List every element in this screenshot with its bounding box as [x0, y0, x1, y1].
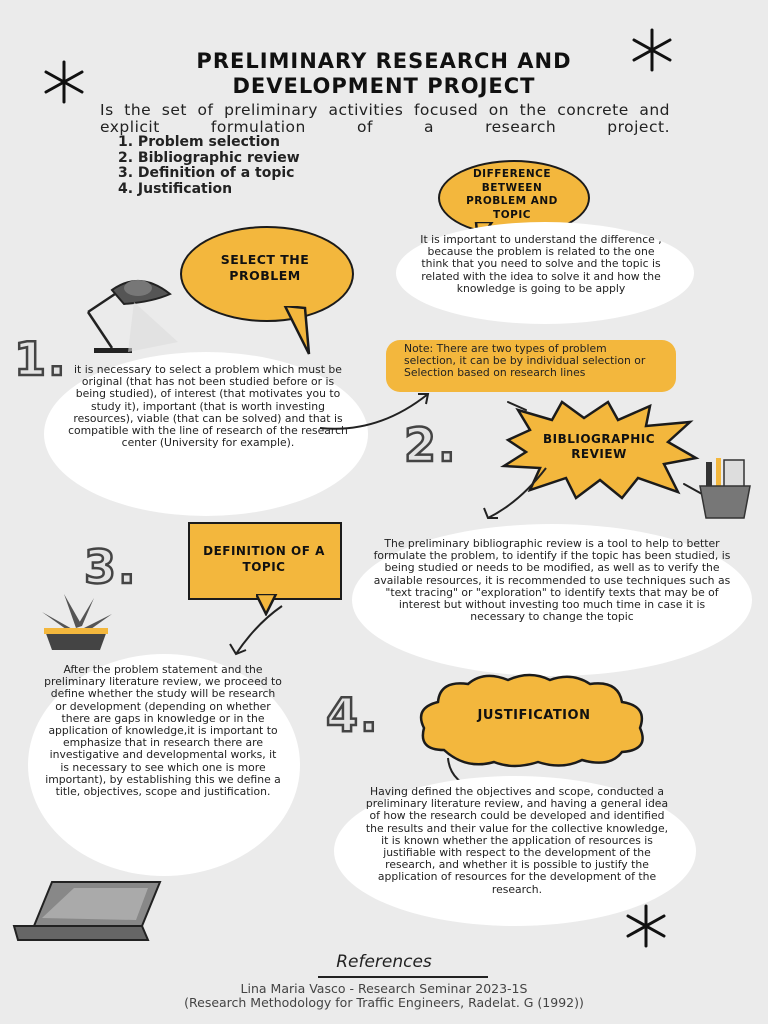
number-4: 4. [326, 688, 380, 742]
plant-icon [36, 588, 116, 656]
note-text: Note: There are two types of problem selection, it can be by individual selection or Selection based on research lines [404, 342, 646, 380]
number-1: 1. [14, 332, 68, 386]
step-item: 3. Definition of a topic [118, 165, 295, 181]
number-3: 3. [84, 540, 138, 594]
step-item: 2. Bibliographic review [118, 149, 300, 166]
difference-heading: DIFFERENCE BETWEEN PROBLEM AND TOPIC [466, 168, 558, 221]
definition-heading: DEFINITION OF A TOPIC [203, 544, 325, 574]
steps-list [118, 135, 300, 197]
pencil-cup-icon [696, 456, 754, 520]
references-text [0, 982, 768, 1010]
reference-line-1: Lina Maria Vasco - Research Seminar 2023-1S [240, 981, 528, 996]
bibliographic-text: The preliminary bibliographic review is a tool to help to better formulate the problem, to identify if the topic has been studied, is being studied or needs to be modified, as well as to verify the available resources, it is recommended to use techniques such as "text tracing" or "exploration" to identify texts that may be of interest but without investing too much time in case it is necessary to change the topic [373, 537, 731, 624]
laptop-icon [12, 880, 162, 942]
lamp-icon [68, 272, 186, 354]
references-underline [318, 976, 488, 978]
justification-heading: JUSTIFICATION [477, 708, 591, 723]
page-title [0, 49, 768, 99]
bibliographic-heading: BIBLIOGRAPHIC REVIEW [542, 432, 656, 461]
difference-text: It is important to understand the difference , because the problem is related to the one think that you need to solve and the topic is related with the idea to solve it and how the knowledge is going to be apply [420, 233, 662, 295]
number-2: 2. [404, 418, 458, 472]
justification-text: Having defined the objectives and scope, conducted a preliminary literature review, and having a general idea of how the research could be developed and identified the results and their value for the collective knowledge, it is known whether the application of resources is justifiable with respect to the development of the research, and whether it is possible to justify the application of resources for the development of the research. [365, 785, 669, 896]
bubble-tail [283, 306, 311, 358]
title-line-2: DEVELOPMENT PROJECT [232, 74, 536, 98]
select-text: it is necessary to select a problem which must be original (that has not been studied before or is being studied), of interest (that motivates you to study it), important (that is worth investing resources), viable (that can be solved) and that is compatible with the line of research of the research center (University for example). [68, 363, 348, 450]
arrow-icon [226, 604, 286, 660]
definition-text: After the problem statement and the preliminary literature review, we proceed to define whether the study will be research or development (depending on whether there are gaps in knowledge or in the application of knowledge,it is important to emphasize that in research there are investigative and developmental works, it is necessary to see which one is more important), by establishing this we define a title, objectives, scope and justification. [44, 663, 282, 799]
references-title: References [336, 952, 432, 972]
arrow-icon [480, 466, 550, 526]
reference-line-2: (Research Methodology for Traffic Engineers, Radelat. G (1992)) [184, 995, 584, 1010]
step-item: 1. Problem selection [118, 134, 280, 150]
select-heading: SELECT THE PROBLEM [220, 252, 310, 283]
step-item: 4. Justification [118, 180, 233, 197]
title-line-1: PRELIMINARY RESEARCH AND [196, 49, 572, 73]
intro-text: Is the set of preliminary activities focused on the concrete and explicit formulation of a research project. [100, 101, 670, 136]
